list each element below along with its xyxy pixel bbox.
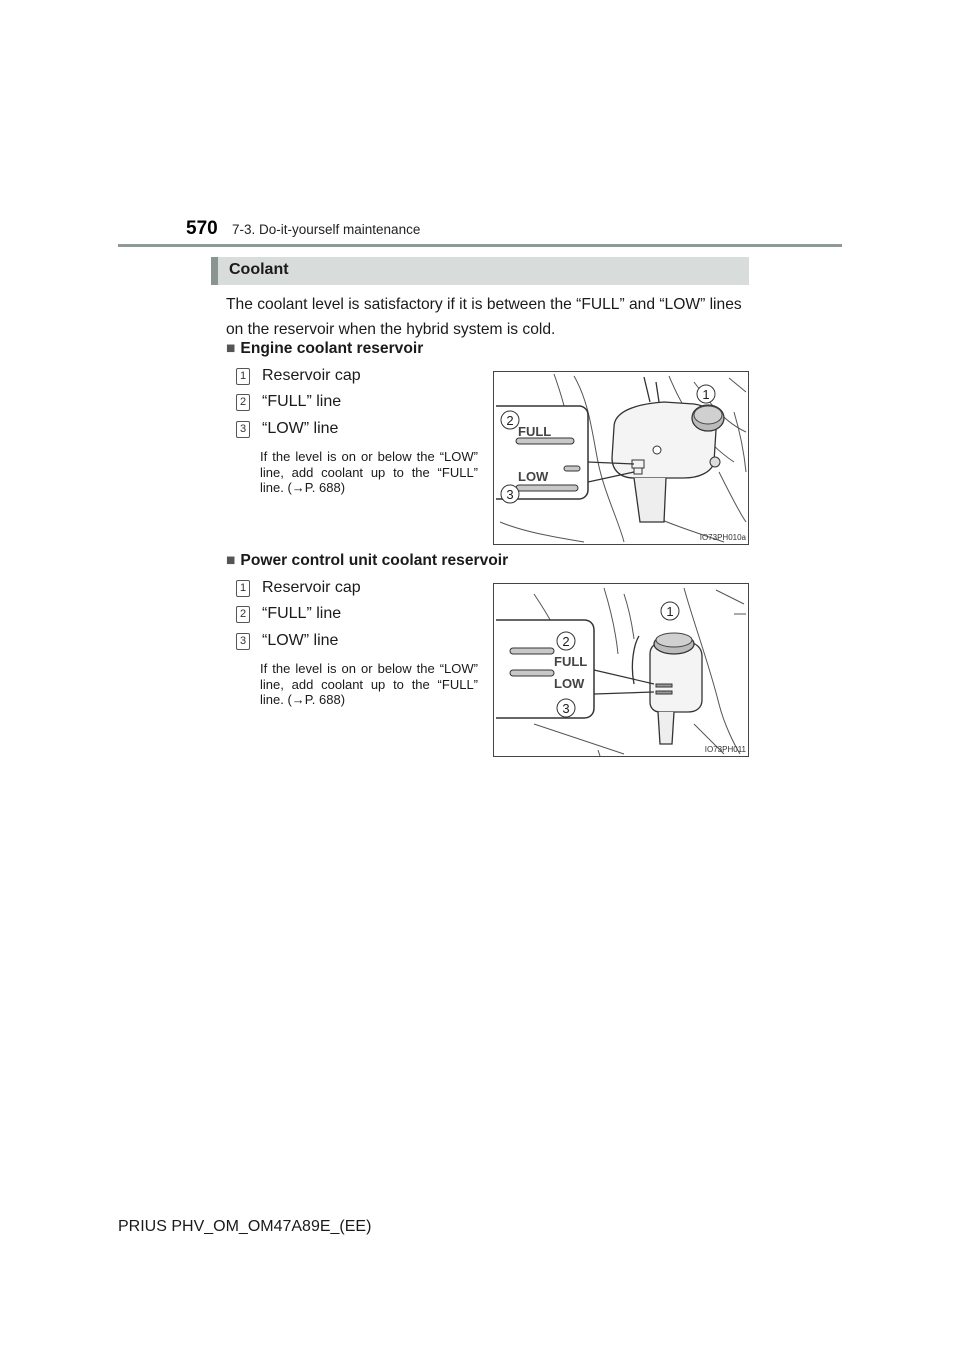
callout-1: 1 [666,604,674,619]
full-marking: FULL [518,424,552,439]
intro-paragraph: The coolant level is satisfactory if it is between the “FULL” and “LOW” lines on the reservoir when the hybrid system is cold. [226,296,742,338]
section-heading: Coolant [229,261,289,278]
callout-number-icon: 2 [236,394,250,411]
pcu-item-3 [236,632,338,650]
engine-item-1 [236,367,361,385]
callout-number-icon: 1 [236,368,250,385]
square-bullet-icon: ■ [226,552,236,569]
pcu-item-1 [236,579,361,597]
pcu-item-2 [236,605,341,623]
callout-number-icon: 1 [236,580,250,597]
pcu-reservoir-figure [493,583,749,757]
pcu-note: If the level is on or below the “LOW” line, add coolant up to the “FULL” line. (→P. 688) [260,661,478,707]
low-marking: LOW [554,676,585,691]
callout-1: 1 [702,387,710,402]
section-title: 7-3. Do-it-yourself maintenance [232,222,421,237]
section-heading-bar [211,257,749,285]
pcu-reservoir-heading-text: Power control unit coolant reservoir [240,552,509,569]
engine-reservoir-heading-text: Engine coolant reservoir [240,340,424,357]
callout-3: 3 [562,701,570,716]
engine-reservoir-heading [226,340,423,358]
pcu-reservoir-heading [226,552,508,570]
callout-3: 3 [506,487,514,502]
page-number: 570 [186,218,218,239]
engine-reservoir-figure [493,371,749,545]
pcu-item-label: “LOW” line [262,632,339,649]
pcu-reservoir-illustration [494,584,748,756]
figure-code: IO73PH010a [699,533,746,542]
pcu-item-label: Reservoir cap [262,579,361,596]
document-footer: PRIUS PHV_OM_OM47A89E_(EE) [118,1218,372,1235]
low-marking: LOW [518,469,549,484]
full-marking: FULL [554,654,588,669]
callout-number-icon: 3 [236,633,250,650]
engine-item-label: “FULL” line [262,393,342,410]
header-divider [118,244,842,247]
engine-item-3 [236,420,338,438]
callout-2: 2 [506,413,514,428]
callout-2: 2 [562,634,570,649]
callout-number-icon: 3 [236,421,250,438]
engine-item-label: “LOW” line [262,420,339,437]
square-bullet-icon: ■ [226,340,236,357]
callout-number-icon: 2 [236,606,250,623]
engine-item-label: Reservoir cap [262,367,361,384]
pcu-item-label: “FULL” line [262,605,342,622]
engine-item-2 [236,393,341,411]
engine-reservoir-illustration [494,372,748,544]
engine-note: If the level is on or below the “LOW” line, add coolant up to the “FULL” line. (→P. 688) [260,449,478,495]
figure-code: IO73PH011 [704,745,746,754]
